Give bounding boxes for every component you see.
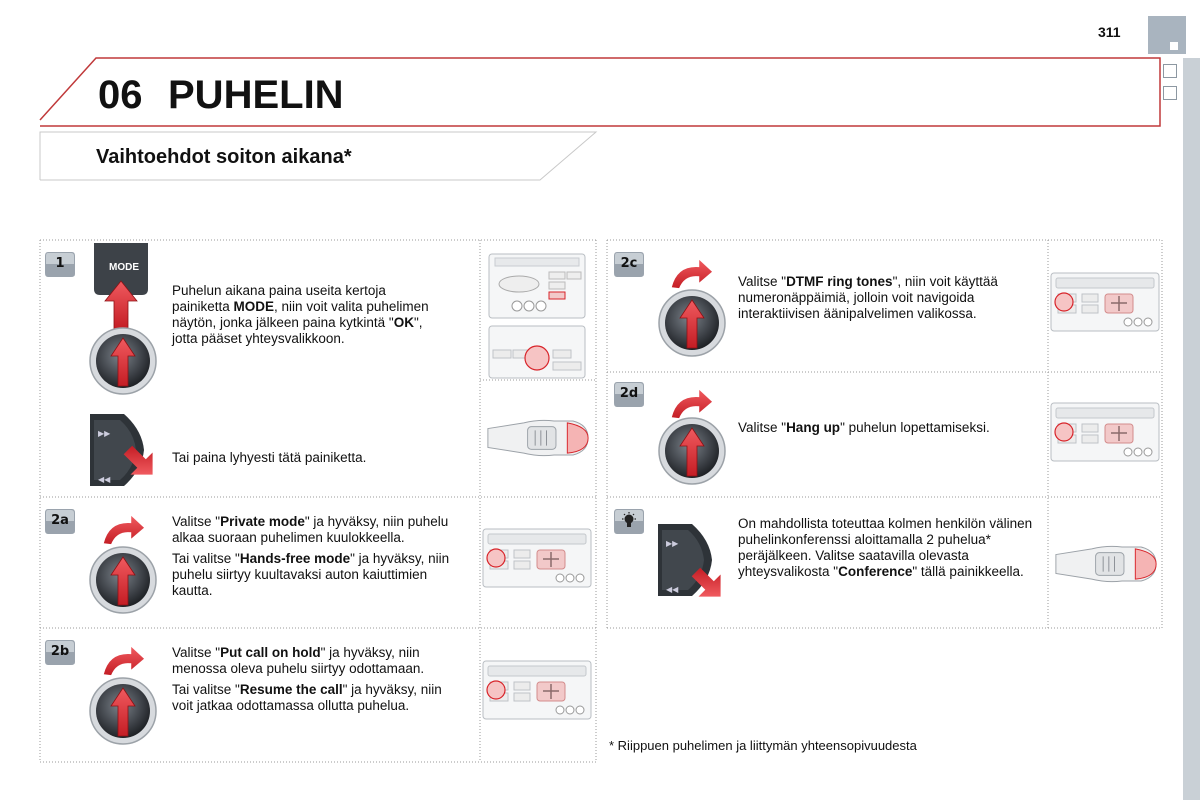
step-1-text: Puhelun aikana paina useita kertoja painiketta MODE, niin voit valita puhelimen näytön, jonka jälkeen paina kytkintä "OK", jotta pääset yhteysvalikkoon. bbox=[172, 283, 429, 346]
step-badge-1: 1 bbox=[44, 250, 76, 278]
chapter-title: PUHELIN bbox=[168, 73, 344, 117]
radio-thumbnail bbox=[482, 528, 592, 588]
step-badge-2b: 2b bbox=[44, 638, 76, 666]
lightbulb-icon bbox=[621, 512, 637, 530]
ok-knob-icon bbox=[88, 326, 158, 396]
rotate-arrow-icon bbox=[100, 645, 146, 677]
ok-knob-icon bbox=[88, 545, 158, 615]
press-arrow-icon bbox=[122, 444, 156, 478]
tip-text: On mahdollista toteuttaa kolmen henkilön välinen puhelinkonferenssi aloittamalla 2 puhelua* peräjälkeen. Valitse saatavilla olevasta yhteysvalikosta "Conference" tällä painikkeella. bbox=[738, 516, 1033, 579]
step-badge-2a: 2a bbox=[44, 507, 76, 535]
footnote: * Riippuen puhelimen ja liittymän yhteensopivuudesta bbox=[609, 738, 917, 753]
press-arrow-icon bbox=[690, 566, 724, 600]
mode-button-icon bbox=[90, 243, 152, 333]
ok-knob-icon bbox=[657, 416, 727, 486]
radio-thumbnail bbox=[1050, 272, 1160, 332]
step-badge-2c: 2c bbox=[613, 250, 645, 278]
rotate-arrow-icon bbox=[668, 258, 714, 290]
step-badge-2d: 2d bbox=[613, 380, 645, 408]
tip-badge bbox=[613, 507, 645, 535]
section-title: Vaihtoehdot soiton aikana* bbox=[96, 146, 352, 168]
radio-front-thumbnail bbox=[487, 248, 589, 323]
ok-knob-icon bbox=[657, 288, 727, 358]
step-1-alt-text: Tai paina lyhyesti tätä painiketta. bbox=[172, 450, 367, 465]
radio-ok-thumbnail bbox=[487, 322, 589, 382]
page-number: 311 bbox=[1098, 24, 1121, 40]
step-2d-text: Valitse "Hang up" puhelun lopettamiseksi. bbox=[738, 420, 990, 435]
rotate-arrow-icon bbox=[100, 514, 146, 546]
step-2a-text: Valitse "Private mode" ja hyväksy, niin puhelu alkaa suoraan puhelimen kuulokkeella. Tai valitse "Hands-free mode" ja hyväksy, niin puhelu siirtyy kuultavaksi auton kaiuttimien kautta. bbox=[172, 514, 450, 598]
mode-button-label: MODE bbox=[109, 262, 139, 273]
step-2b-text: Valitse "Put call on hold" ja hyväksy, niin menossa oleva puhelu siirtyy odottamaan. Tai valitse "Resume the call" ja hyväksy, niin voit jatkaa odottamassa ollutta puhelua. bbox=[172, 645, 442, 713]
radio-thumbnail bbox=[482, 660, 592, 720]
step-2c-text: Valitse "DTMF ring tones", niin voit käyttää numeronäppäimiä, jolloin voit navigoida interaktiivisen äänipalvelimen valikossa. bbox=[738, 274, 998, 321]
stalk-thumbnail bbox=[1054, 534, 1158, 594]
ok-knob-icon bbox=[88, 676, 158, 746]
chapter-number: 06 bbox=[98, 73, 143, 117]
radio-thumbnail bbox=[1050, 402, 1160, 462]
stalk-thumbnail bbox=[486, 408, 590, 468]
